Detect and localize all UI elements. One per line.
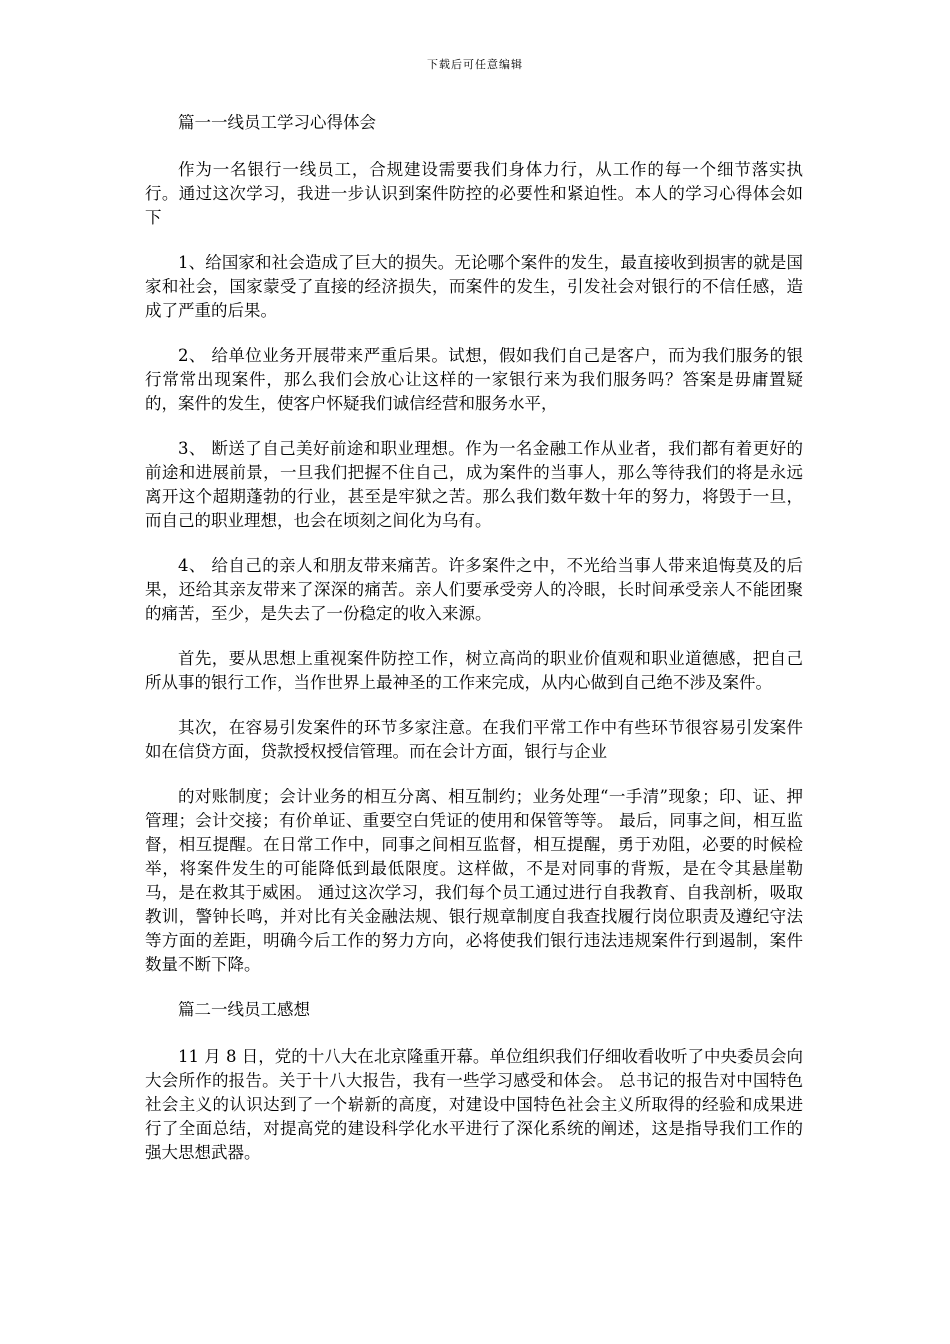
paragraph-second: 其次，在容易引发案件的环节多家注意。在我们平常工作中有些环节很容易引发案件如在信贷方面，贷款授权授信管理。而在会计方面，银行与企业: [145, 718, 803, 761]
document-body: [145, 111, 803, 1186]
paragraph-point-3: 3、 断送了自己美好前途和职业理想。作为一名金融工作从业者，我们都有着更好的前途和进展前景，一旦我们把握不住自己，成为案件的当事人，那么等待我们的将是永远离开这个超期蓬勃的行业，甚至是牢狱之苦。那么我们数年数十年的努力，将毁于一旦，而自己的职业理想，也会在顷刻之间化为乌有。: [145, 439, 803, 530]
paragraph-point-2: 2、 给单位业务开展带来严重后果。试想，假如我们自己是客户，而为我们服务的银行常常出现案件，那么我们会放心让这样的一家银行来为我们服务吗？答案是毋庸置疑的，案件的发生，使客户怀疑我们诚信经营和服务水平，: [145, 346, 803, 413]
page-header-note: 下载后可任意编辑: [427, 58, 523, 71]
paragraph-first: 首先，要从思想上重视案件防控工作，树立高尚的职业价值观和职业道德感，把自己所从事的银行工作，当作世界上最神圣的工作来完成，从内心做到自己绝不涉及案件。: [145, 649, 803, 692]
paragraph-point-1: 1、给国家和社会造成了巨大的损失。无论哪个案件的发生，最直接收到损害的就是国家和社会，国家蒙受了直接的经济损失，而案件的发生，引发社会对银行的不信任感，造成了严重的后果。: [145, 253, 803, 320]
section-title-2: 篇二一线员工感想: [178, 1000, 310, 1019]
section-title-1: 篇一一线员工学习心得体会: [178, 113, 376, 132]
paragraph-congress: 11 月 8 日，党的十八大在北京隆重开幕。单位组织我们仔细收看收听了中央委员会向大会所作的报告。关于十八大报告，我有一些学习感受和体会。 总书记的报告对中国特色社会主义的认识达到了一个崭新的高度，对建设中国特色社会主义所取得的经验和成果进行了全面总结，对提高党的建设科学化水平进行了深化系统的阐述，这是指导我们工作的强大思想武器。: [145, 1047, 803, 1162]
paragraph-continuation: 的对账制度；会计业务的相互分离、相互制约；业务处理“一手清”现象；印、证、押管理；会计交接；有价单证、重要空白凭证的使用和保管等等。 最后，同事之间，相互监督，相互提醒。在日常工作中，同事之间相互监督，相互提醒，勇于劝阻，必要的时候检举，将案件发生的可能降低到最低限度。这样做，不是对同事的背叛，是在令其悬崖勒马，是在救其于威困。 通过这次学习，我们每个员工通过进行自我教育、自我剖析，吸取教训，警钟长鸣，并对比有关金融法规、银行规章制度自我查找履行岗位职责及遵纪守法等方面的差距，明确今后工作的努力方向，必将使我们银行违法违规案件行到遏制，案件数量不断下降。: [145, 787, 803, 974]
paragraph-intro: 作为一名银行一线员工，合规建设需要我们身体力行，从工作的每一个细节落实执行。通过这次学习，我进一步认识到案件防控的必要性和紧迫性。本人的学习心得体会如下: [145, 160, 803, 227]
paragraph-point-4: 4、 给自己的亲人和朋友带来痛苦。许多案件之中，不光给当事人带来追悔莫及的后果，还给其亲友带来了深深的痛苦。亲人们要承受旁人的冷眼，长时间承受亲人不能团聚的痛苦，至少，是失去了一份稳定的收入来源。: [145, 556, 803, 623]
